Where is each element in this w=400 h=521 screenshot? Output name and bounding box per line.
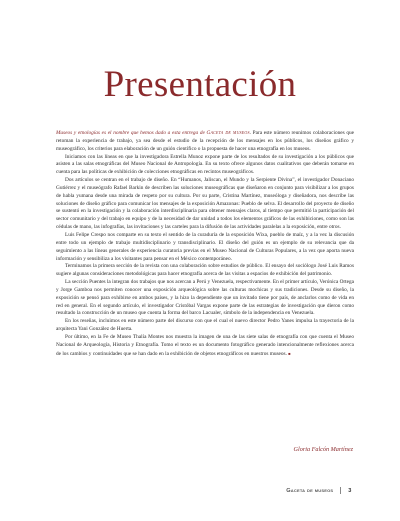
paragraph-2: Iniciamos con las líneas en que la investigadora Estrella Munoz expone parte de los resultados de su investigación a los públicos que asisten a las salas etnográficas del Museo Nacional de Antropología. En su texto ofrece algunos datos cualitativos que deberán tomarse en cuenta para las políticas de exhibición de colecciones etnográficas en recintos museográficos. <box>56 153 354 176</box>
footer-divider <box>340 487 341 494</box>
page-title: Presentación <box>103 64 297 105</box>
page-footer <box>0 487 352 494</box>
paragraph-7: En los reseñas, incluimos en este número parte del discurso con que el cual el nuevo director Pedro Yanes impulsa la trayectoria de la arquitecta Yani González de Huerta. <box>56 318 354 333</box>
magazine-name: Gaceta de museos <box>206 130 250 136</box>
paragraph-1-rest: . Para este número reunimos colaboraciones que retoman la experiencia de trabajo, ya sea desde el estudio de la recepción de los mensajes en los públicos, los diseños gráfico y museográfico, los criterios para elaboración de un guión científico o la propuesta de hacer una etnografía en los museos. <box>56 130 354 152</box>
paragraph-1 <box>56 130 354 154</box>
page-number: 3 <box>348 487 352 494</box>
article-body <box>56 130 354 358</box>
paragraph-6: La sección Puentes la integran dos trabajos que nos acercan a Perú y Venezuela, respectivamente. En el primer artículo, Verónica Ortega y Jorge Gamboa nos permiten conocer una exposición arqueológica sobre las culturas mochicas y sus tradiciones. Desde su diseño, la exposición se pensó para exhibirse en ambos países, y la hizo la dependiente que un invitado tiene por país, de anclarlos como de vida en red en general. En el segundo artículo, el investigador Cristóbal Vargas expone parte de las estrategias de investigación que dieron como resultado la construcción de un museo que cuenta la forma del barco Lacualer, símbolo de la independencia en Venezuela. <box>56 279 354 317</box>
paragraph-5: Terminamos la primera sección de la revista con una colaboración sobre estudios de público. El ensayo del sociólogo José Luis Ramos sugiere algunas consideraciones metodológicas para hacer etnografía acerca de las visitas a espacios de exhibición del patrimonio. <box>56 263 354 278</box>
paragraph-8-text: Por último, en la Fe de Museo Thalía Montes nos muestra la imagen de una de las siete salas de etnografía con que cuenta el Museo Nacional de Arqueología, Historia y Etnografía. Tomo el texto es un documento fotográfico generado intencionalmente reflexiones acerca de los cambios y continuidades que se han dado en la exhibición de objetos etnográficos en nuestros museos. <box>56 333 354 357</box>
paragraph-3: Dos artículos se centran en el trabajo de diseño. En “Humanos, Jaliscan, el Mundo y la Serpiente Divina”, el investigador Donaciano Gutiérrez y el museógrafo Rafael Barkin de describen las soluciones museográficas que diseñaron en conjunto para visibilizar a los grupos de habla yumana desde una mirada de respeto por su cultura. Por su parte, Cristina Martínez, museóloga y diseñadora, nos describe las soluciones de diseño gráfico para comunicar los mensajes de la exposición Amazonas: Pueblo de selva. El desarrollo del proyecto de diseño se sustentó en la investigación y la colaboración interdisciplinaria para obtener mensajes claros, al tiempo que permitió la participación del sector comunitario y del trabajo en equipo y de la necesidad de dar unidad a todos los elementos gráficos de las exhibiciones, como son las cédulas de mano, las infografías, las invitaciones y las carteles para la difusión de las actividades paralelas a la exposición, entre otros. <box>56 177 354 231</box>
end-mark: ■ <box>288 350 291 356</box>
paragraph-8 <box>56 334 354 359</box>
author-signature: Gloria Falcón Martínez <box>293 446 353 453</box>
lead-text: Museos y etnologías es el nombre que hemos dado a esta entrega de <box>56 130 205 136</box>
paragraph-4: Luis Felipe Crespo nos comparte en su texto el sentido de la curaduría de la exposición Wixa, pueblo de maíz, y a la vez la discusión entre todo un ejemplo de trabajo multidisciplinario y transdisciplinario. El diseño del guión es un ejemplo de su relevancia que da seguimiento a las líneas generales de experiencia curatoria previas en el Museo Nacional de Culturas Populares, a la vez que aporta nueva información y sensibiliza a los visitantes para pensar en el México contemporáneo. <box>56 231 354 262</box>
footer-magazine-name: Gaceta de museos <box>286 487 334 494</box>
